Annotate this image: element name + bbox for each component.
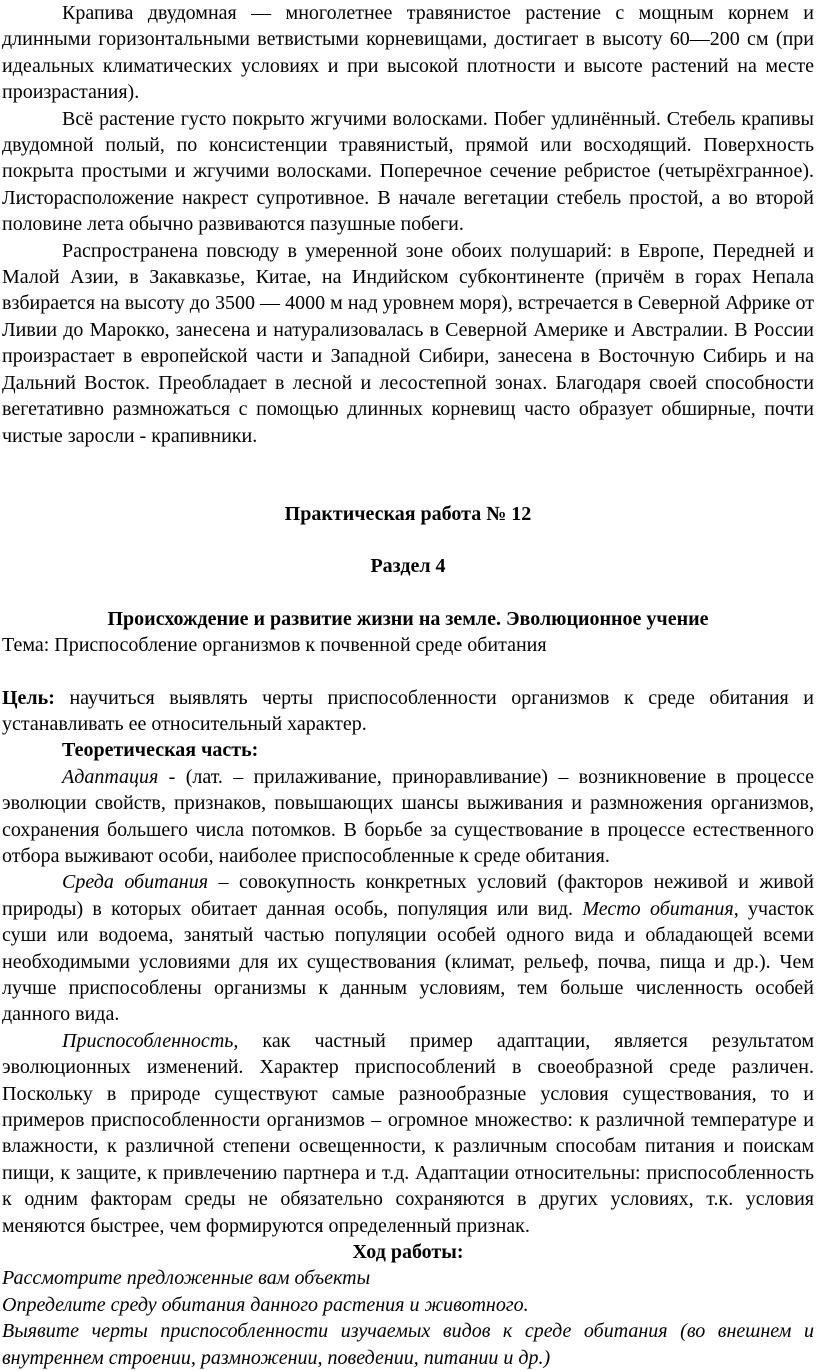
adaptation-text: - (лат. – прилаживание, приноравливание) – возникновение в процессе эволюции свойств, признаков, повышающих шансы выживания и размножения организмов, сохранения большего числа потомков. В борьбе за существование в процессе естественного отбора выживают особи, наиболее приспособленные к среде обитания. [2,765,814,867]
habitat-text: , участок суши или водоема, занятый частью популяции особей одного вида и обладающей всеми необходимыми условиями для их существования (климат, рельеф, почва, пища и др.). Чем лучше приспособлены организмы к данным условиям, тем больше численность особей данного вида. [2,897,815,1026]
adaptation-term: Адаптация [62,765,159,788]
intro-paragraph-3: Распространена повсюду в умеренной зоне обоих полушарий: в Европе, Передней и Малой Азии, в Закавказье, Китае, на Индийском субконтиненте (причём в горах Непала взбирается на высоту до 3500 — 4000 м над уровнем моря), встречается в Северной Африке от Ливии до Марокко, занесена и натурализовалась в Северной Америке и Австралии. В России произрастает в европейской части и Западной Сибири, занесена в Восточную Сибирь и на Дальний Восток. Преобладает в лесной и лесостепной зонах. Благодаря своей способности вегетативно размножаться с помощью длинных корневищ часто образует обширные, почти чистые заросли - крапивники. [2,239,814,447]
spacer [2,527,814,553]
environment-term: Среда обитания [62,871,209,894]
spacer [2,580,814,606]
work-title: Практическая работа № 12 [284,502,532,525]
adaptation-paragraph [2,764,814,870]
procedure-step-1: Рассмотрите предложенные вам объекты [2,1267,371,1290]
goal-label: Цель: [2,686,55,709]
procedure-step-3: Выявите черты приспособленности изучаемых видов к среде обитания (во внешнем и внутреннем строении, размножении, поведении, питании и др.) [2,1320,814,1369]
goal-text: научиться выявлять черты приспособленности организмов к среде обитания и устанавливать ее относительный характер. [2,686,814,735]
environment-text: – совокупность конкретных условий (факторов неживой и живой природы) в которых обитает данная особь, популяция или вид. [2,871,814,920]
intro-paragraph-2: Всё растение густо покрыто жгучими волосками. Побег удлинённый. Стебель крапивы двудомной полый, по консистенции травянистый, прямой или восходящий. Поверхность покрыта простыми и жгучими волосками. Поперечное сечение ребристое (четырёхгранное). Листорасположение накрест супротивное. В начале вегетации стебель простой, а во второй половине лета обычно развиваются пазушные побеги. [2,107,814,236]
topic-line: Тема: Приспособление организмов к почвенной среде обитания [2,634,547,657]
spacer [2,659,814,685]
fitness-paragraph [2,1028,814,1239]
goal-paragraph [2,685,814,738]
section-number: Раздел 4 [370,555,446,578]
procedure-step-2: Определите среду обитания данного растения и животного. [2,1293,529,1316]
habitat-term: Место обитания [582,897,734,920]
theory-heading: Теоретическая часть: [62,739,259,762]
procedure-heading: Ход работы: [352,1241,464,1264]
section-title: Происхождение и развитие жизни на земле. Эволюционное учение [107,607,709,630]
intro-paragraph-1: Крапива двудомная — многолетнее травянистое растение с мощным корнем и длинными горизонтальными ветвистыми корневищами, достигает в высоту 60—200 см (при идеальных климатических условиях и при высокой плотности и высоте растений на месте произрастания). [2,2,814,104]
environment-paragraph [2,869,814,1027]
spacer [2,475,814,501]
fitness-text: как частный пример адаптации, является результатом эволюционных изменений. Характер приспособлений в своеобразной среде различен. Поскольку в природе существуют самые разнообразные условия существования, то и примеров приспособленности организмов – огромное множество: к различной температуре и влажности, к различной степени освещенности, к различным способам питания и поискам пищи, к защите, к привлечению партнера и т.д. Адаптации относительны: приспособленность к одним факторам среды не обязательно сохраняются в других условиях, т.к. условия меняются быстрее, чем формируются определенный признак. [2,1029,814,1237]
spacer [2,449,814,475]
fitness-term: Приспособленность, [62,1029,239,1052]
